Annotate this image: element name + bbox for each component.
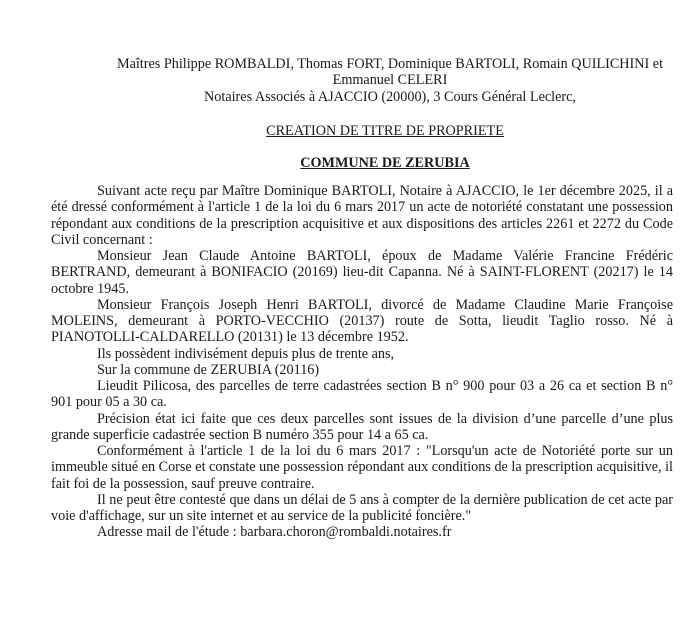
notaries-address: Notaires Associés à AJACCIO (20000), 3 Cours Général Leclerc,: [204, 88, 576, 105]
paragraph-act-intro: Suivant acte reçu par Maître Dominique BARTOLI, Notaire à AJACCIO, le 1er décembre 2025, il a été dressé conformément à l'article 1 de la loi du 6 mars 2017 un acte de notoriété constatant une possession répondant aux conditions de la prescription acquisitive et aux dispositions des articles 2261 et 2272 du Code Civil concernant :: [51, 183, 673, 248]
paragraph-law-quote: Conformément à l'article 1 de la loi du 6 mars 2017 : "Lorsqu'un acte de Notoriété porte sur un immeuble situé en Corse et constate une possession répondant aux conditions de la prescription acquisitive, il fait foi de la possession, sauf preuve contraire.: [51, 443, 673, 492]
document-body: [51, 183, 673, 541]
commune-title: COMMUNE DE ZERUBIA: [300, 155, 470, 171]
paragraph-commune: Sur la commune de ZERUBIA (20116): [97, 361, 320, 378]
paragraph-parcels: Lieudit Pilicosa, des parcelles de terre cadastrées section B n° 900 pour 03 a 26 ca et section B n° 901 pour 05 a 30 ca.: [51, 378, 673, 411]
paragraph-precision: Précision état ici faite que ces deux parcelles sont issues de la division d’une parcelle d’une plus grande superficie cadastrée section B numéro 355 pour 14 a 65 ca.: [51, 410, 673, 443]
paragraph-contest-delay: Il ne peut être contesté que dans un délai de 5 ans à compter de la dernière publication de cet acte par voie d'affichage, sur un site internet et au service de la publicité foncière.": [51, 491, 673, 524]
notaries-names-line-2: Emmanuel CELERI: [332, 72, 448, 89]
paragraph-party-1: Monsieur Jean Claude Antoine BARTOLI, époux de Madame Valérie Francine Frédéric BERTRAND, demeurant à BONIFACIO (20169) lieu-dit Capanna. Né à SAINT-FLORENT (20217) le 14 octobre 1945.: [51, 248, 673, 297]
notaries-names-line: Maîtres Philippe ROMBALDI, Thomas FORT, Dominique BARTOLI, Romain QUILICHINI et: [116, 56, 664, 72]
document-title: CREATION DE TITRE DE PROPRIETE: [266, 123, 504, 139]
paragraph-party-2: Monsieur François Joseph Henri BARTOLI, divorcé de Madame Claudine Marie Françoise MOLEINS, demeurant à PORTO-VECCHIO (20137) route de Sotta, lieudit Taglio rosso. Né à PIANOTOLLI-CALDARELLO (20131) le 13 décembre 1952.: [51, 296, 673, 346]
paragraph-contact-email: Adresse mail de l'étude : barbara.choron@rombaldi.notaires.fr: [97, 524, 452, 541]
notaries-header: [90, 56, 690, 105]
paragraph-possession: Ils possèdent indivisément depuis plus de trente ans,: [97, 345, 395, 362]
